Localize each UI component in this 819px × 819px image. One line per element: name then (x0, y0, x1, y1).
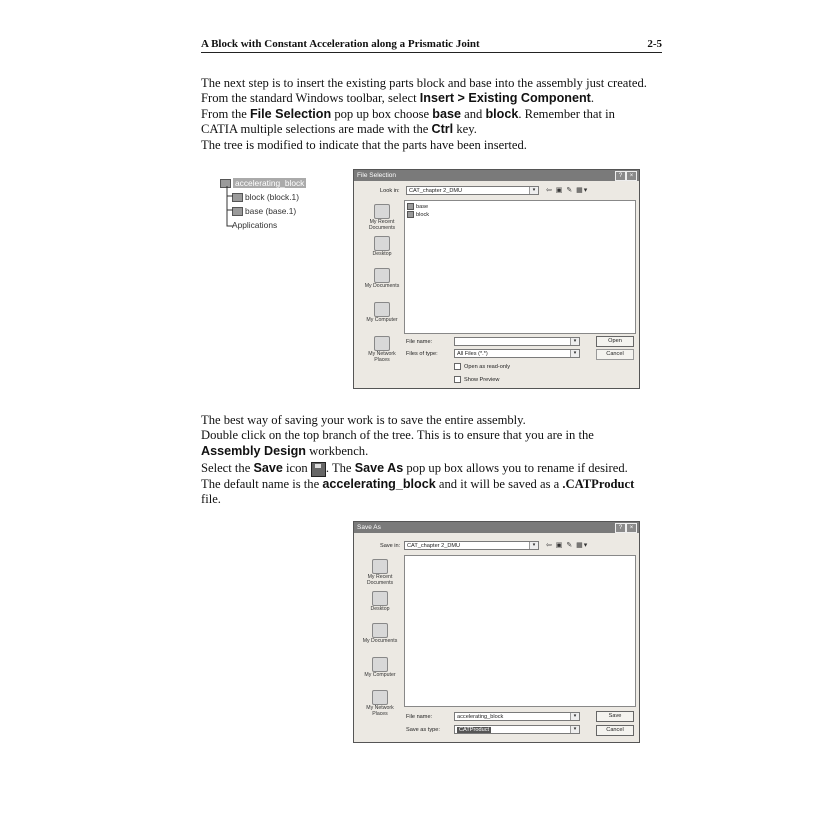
bold-term: base (432, 106, 461, 121)
chevron-down-icon[interactable]: ▾ (570, 726, 579, 733)
preview-checkbox[interactable] (454, 376, 499, 383)
save-type-value: CATProduct (459, 727, 490, 733)
page-number: 2-5 (647, 38, 662, 50)
text: From the (201, 106, 250, 121)
desktop-icon (374, 236, 390, 251)
file-type-value: All Files (*.*) (457, 351, 488, 357)
look-in-combo[interactable] (406, 186, 539, 195)
place-label: My Computer (364, 672, 396, 678)
place-label: My Recent Documents (366, 574, 394, 586)
close-button[interactable]: × (626, 171, 637, 181)
place-label: My Documents (362, 638, 398, 644)
file-name-value: accelerating_block (457, 714, 504, 720)
cancel-button[interactable]: Cancel (596, 725, 634, 736)
place-label: Desktop (372, 251, 392, 257)
chevron-down-icon[interactable]: ▾ (529, 187, 538, 194)
nav-toolbar[interactable]: ⇦ ▣ ✎ ▦▾ (546, 187, 589, 194)
tree-applications[interactable] (232, 220, 277, 230)
dialog-title: File Selection (357, 172, 397, 179)
bold-term: Save (253, 461, 283, 476)
nav-toolbar[interactable]: ⇦ ▣ ✎ ▦▾ (546, 542, 589, 549)
page-header (201, 38, 662, 53)
dialog-titlebar (354, 170, 639, 181)
checkbox-box[interactable] (454, 363, 461, 370)
save-in-combo[interactable] (404, 541, 539, 550)
file-selection-dialog (353, 169, 640, 389)
text-line (201, 444, 671, 459)
file-list[interactable] (404, 200, 636, 334)
help-button[interactable]: ? (615, 523, 626, 533)
my-computer-icon (374, 302, 390, 317)
file-name-label: File name: (406, 339, 433, 345)
tree-item-base[interactable] (232, 206, 296, 216)
chevron-down-icon[interactable]: ▾ (570, 350, 579, 357)
text-line: file. (201, 492, 221, 507)
file-list[interactable] (404, 555, 636, 707)
text: and (460, 106, 486, 121)
open-button[interactable]: Open (596, 336, 634, 347)
intro-paragraph (201, 76, 671, 153)
save-button[interactable]: Save (596, 711, 634, 722)
chevron-down-icon[interactable]: ▾ (570, 338, 579, 345)
place-desktop[interactable] (358, 591, 402, 613)
text-line: The tree is modified to indicate that the parts have been inserted. (201, 137, 527, 152)
text: . The (325, 461, 355, 476)
bold-term: Ctrl (431, 122, 454, 137)
save-in-value: CAT_chapter 2_DMU (407, 543, 461, 549)
bold-term: Save As (354, 461, 404, 476)
text-line: Double click on the top branch of the tree. This is to ensure that you are in the (201, 428, 594, 443)
tree-item-label: Applications (232, 220, 278, 230)
my-documents-icon (374, 268, 390, 283)
recent-documents-icon (374, 204, 390, 219)
bold-term: .CATProduct (562, 476, 635, 491)
text: CATIA multiple selections are made with the (201, 122, 432, 137)
text-line: The next step is to insert the existing parts block and base into the assembly just created. (201, 76, 647, 90)
file-item-block[interactable] (407, 211, 429, 218)
place-label: Desktop (370, 606, 390, 612)
place-recent[interactable] (358, 559, 402, 587)
look-in-label: Look in: (380, 188, 400, 194)
file-label: base (416, 203, 429, 210)
text-line (201, 107, 671, 122)
close-button[interactable]: × (626, 523, 637, 533)
menu-path: Insert > Existing Component (419, 91, 591, 106)
text-line (201, 461, 671, 477)
text: . (590, 91, 595, 106)
save-paragraph (201, 413, 671, 508)
text-line (201, 122, 671, 137)
text-line (201, 91, 671, 106)
text: key. (453, 122, 477, 137)
desktop-icon (372, 591, 388, 606)
save-in-label: Save in: (380, 543, 401, 549)
checkbox-box[interactable] (454, 376, 461, 383)
tree-root-label: accelerating_block (235, 178, 305, 188)
checkbox-label: Show Preview (464, 376, 500, 383)
part-file-icon (407, 203, 414, 210)
text: . Remember that in (518, 106, 615, 121)
network-places-icon (372, 690, 388, 705)
text-line (201, 477, 671, 492)
place-label: My Documents (364, 283, 400, 289)
checkbox-label: Open as read-only (464, 363, 511, 370)
place-label: My Recent Documents (368, 219, 396, 231)
text: From the standard Windows toolbar, select (201, 91, 420, 106)
recent-documents-icon (372, 559, 388, 574)
file-name-label: File name: (406, 714, 433, 720)
help-button[interactable]: ? (615, 171, 626, 181)
text: Select the (201, 461, 254, 476)
header-title: A Block with Constant Acceleration along a Prismatic Joint (201, 38, 480, 50)
text: and it will be saved as a (435, 476, 563, 491)
text: pop up box allows you to rename if desired. (403, 461, 628, 476)
tree-item-block[interactable] (232, 192, 299, 202)
text: The default name is the (201, 476, 323, 491)
save-type-label: Save as type: (406, 727, 440, 733)
file-type-select[interactable] (454, 349, 580, 358)
place-label: My Network Places (366, 705, 394, 717)
file-type-label: Files of type: (406, 351, 438, 357)
tree-item-label: base (base.1) (245, 206, 297, 216)
place-computer[interactable] (360, 302, 404, 324)
place-computer[interactable] (358, 657, 402, 679)
place-recent[interactable] (360, 204, 404, 232)
text: pop up box choose (331, 106, 433, 121)
my-documents-icon (372, 623, 388, 638)
part-file-icon (407, 211, 414, 218)
text: icon (282, 461, 311, 476)
file-name-input[interactable] (454, 712, 580, 721)
tree-item-label: block (block.1) (245, 192, 299, 202)
text-line: The best way of saving your work is to save the entire assembly. (201, 413, 526, 427)
place-label: My Network Places (368, 351, 396, 363)
readonly-checkbox[interactable] (454, 363, 510, 370)
bold-term: accelerating_block (322, 476, 436, 491)
bold-term: File Selection (249, 106, 332, 121)
place-documents[interactable] (358, 623, 402, 645)
network-places-icon (374, 336, 390, 351)
place-label: My Computer (366, 317, 398, 323)
save-as-dialog (353, 521, 640, 743)
place-network[interactable] (360, 336, 404, 364)
chevron-down-icon[interactable]: ▾ (570, 713, 579, 720)
tree-connector-lines (222, 186, 236, 230)
bold-term: block (485, 106, 519, 121)
chevron-down-icon[interactable]: ▾ (529, 542, 538, 549)
look-in-value: CAT_chapter 2_DMU (409, 188, 463, 194)
file-label: block (416, 211, 430, 218)
save-type-select[interactable] (454, 725, 580, 734)
place-network[interactable] (358, 690, 402, 718)
place-desktop[interactable] (360, 236, 404, 258)
text: workbench. (306, 443, 369, 458)
file-name-input[interactable] (454, 337, 580, 346)
bold-term: Assembly Design (201, 443, 306, 458)
file-item-base[interactable] (407, 203, 428, 210)
place-documents[interactable] (360, 268, 404, 290)
dialog-title: Save As (357, 524, 381, 531)
save-icon (311, 462, 326, 477)
dialog-titlebar (354, 522, 639, 533)
my-computer-icon (372, 657, 388, 672)
cancel-button[interactable]: Cancel (596, 349, 634, 360)
